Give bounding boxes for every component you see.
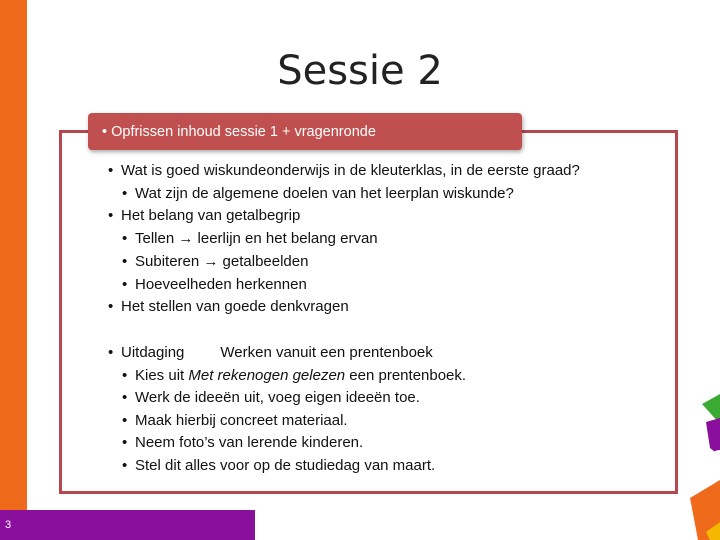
bullet: •	[122, 230, 128, 247]
list-item	[122, 253, 308, 271]
list-item	[122, 367, 466, 385]
bullet: •	[122, 389, 128, 406]
bullet: •	[122, 412, 128, 429]
challenge-subtitle: Werken vanuit een prentenboek	[220, 344, 433, 361]
list-item-text: Maak hierbij concreet materiaal.	[135, 412, 348, 429]
bullet: •	[108, 162, 114, 179]
list-item	[108, 298, 349, 316]
list-item	[122, 389, 420, 407]
list-item-text: Het stellen van goede denkvragen	[121, 298, 349, 315]
list-item	[108, 207, 300, 225]
kies-prefix: Kies uit	[135, 367, 189, 384]
list-item	[122, 276, 307, 294]
list-item-text: Werk de ideeën uit, voeg eigen ideeën toe.	[135, 389, 420, 406]
bullet: •	[108, 344, 114, 361]
bullet: •	[122, 434, 128, 451]
banner	[88, 113, 522, 150]
list-item-text: Stel dit alles voor op de studiedag van maart.	[135, 457, 436, 474]
list-item-text: Tellen → leerlijn en het belang ervan	[135, 230, 378, 247]
book-title: Met rekenogen gelezen	[188, 367, 346, 384]
list-item-text: Het belang van getalbegrip	[121, 207, 301, 224]
list-item	[122, 412, 348, 430]
list-item-text: Wat zijn de algemene doelen van het leerplan wiskunde?	[135, 185, 514, 202]
slide-title: Sessie 2	[277, 48, 443, 94]
banner-text: • Opfrissen inhoud sessie 1 + vragenronde	[102, 124, 376, 140]
white-circle-shape	[708, 450, 720, 474]
list-item-text: Wat is goed wiskundeonderwijs in de kleuterklas, in de eerste graad?	[121, 162, 580, 179]
list-item-text: Neem foto’s van lerende kinderen.	[135, 434, 364, 451]
kies-suffix: een prentenboek.	[345, 367, 467, 384]
slide-number: 3	[5, 519, 12, 531]
challenge-label: Uitdaging	[121, 344, 185, 361]
bullet: •	[122, 276, 128, 293]
list-item-text: Subiteren → getalbeelden	[135, 253, 309, 270]
list-item	[108, 162, 580, 180]
list-item	[122, 457, 435, 475]
challenge-heading	[108, 344, 433, 362]
bullet: •	[122, 253, 128, 270]
purple-footer-bar	[0, 510, 255, 540]
list-item-text: Hoeveelheden herkennen	[135, 276, 307, 293]
bullet: •	[122, 367, 128, 384]
bullet: •	[122, 457, 128, 474]
list-item	[122, 230, 378, 248]
bullet: •	[122, 185, 128, 202]
list-item	[122, 185, 514, 203]
bullet: •	[108, 298, 114, 315]
list-item	[122, 434, 363, 452]
bullet: •	[108, 207, 114, 224]
